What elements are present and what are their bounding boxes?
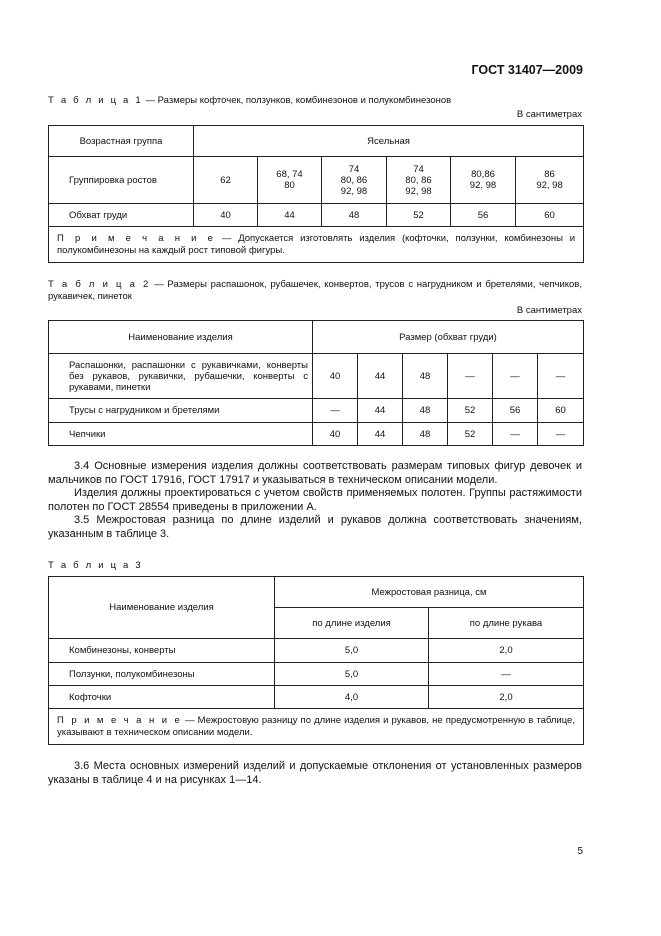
table2-header-name: Наименование изделия	[49, 321, 313, 354]
table-cell: 2,0	[429, 639, 584, 663]
table-cell: 40	[313, 423, 358, 446]
table1-caption	[48, 95, 451, 107]
row-label: Группировка ростов	[49, 157, 194, 204]
table-cell: 74 80, 86 92, 98	[387, 157, 451, 204]
table-cell: —	[429, 663, 584, 686]
paragraph-3-5: 3.5 Межростовая разница по длине изделий и рукавов должна соответствовать значениям, указанным в таблице 3.	[48, 514, 582, 540]
table-cell: 44	[358, 423, 403, 446]
paragraph-3-6: 3.6 Места основных измерений изделий и допускаемые отклонения от установленных размеров указаны в таблице 4 и на рисунках 1—14.	[48, 760, 582, 786]
table-note-row	[49, 227, 584, 263]
table-row	[49, 354, 584, 399]
document-id: ГОСТ 31407—2009	[471, 63, 583, 77]
table-cell: 56	[451, 204, 516, 227]
paragraph-materials: Изделия должны проектироваться с учетом свойств применяемых полотен. Группы растяжимости полотен по ГОСТ 28554 приведены в приложении А.	[48, 487, 582, 513]
note-label: П р и м е ч а н и е	[57, 233, 216, 244]
table-cell: 44	[358, 354, 403, 399]
table2	[48, 320, 584, 446]
table-row	[49, 686, 584, 709]
table-cell: 60	[516, 204, 584, 227]
table3-note	[49, 709, 584, 745]
table-cell: 68, 74 80	[258, 157, 322, 204]
table-cell: 52	[448, 399, 493, 423]
note-label: П р и м е ч а н и е	[57, 715, 182, 726]
note-text: — Межростовую разницу по длине изделия и рукавов, не предусмотренную в таблице, указывают в техническом описании модели.	[57, 715, 575, 738]
table-cell: 4,0	[275, 686, 429, 709]
table1-title: — Размеры кофточек, ползунков, комбинезонов и полукомбинезонов	[145, 95, 452, 106]
table3-header-name: Наименование изделия	[49, 577, 275, 639]
row-label: Распашонки, распашонки с рукавичками, конверты без рукавов, рукавички, рубашечки, конверты с рукавами, пинетки	[49, 354, 313, 399]
page-number: 5	[577, 846, 583, 857]
table-cell: 40	[313, 354, 358, 399]
table2-caption	[48, 279, 582, 303]
table1-label: Т а б л и ц а 1	[48, 95, 143, 106]
table2-unit: В сантиметрах	[516, 305, 582, 316]
table-cell: 52	[387, 204, 451, 227]
table-cell: 44	[358, 399, 403, 423]
table3-label: Т а б л и ц а 3	[48, 560, 143, 571]
table-cell: —	[493, 354, 538, 399]
table-cell: —	[538, 354, 584, 399]
table-cell: 48	[403, 354, 448, 399]
table-cell: 56	[493, 399, 538, 423]
table-cell: 74 80, 86 92, 98	[322, 157, 387, 204]
table-cell: 48	[322, 204, 387, 227]
table-row	[49, 157, 584, 204]
body-text-3-6	[48, 760, 582, 787]
table-cell: —	[538, 423, 584, 446]
row-label: Обхват груди	[49, 204, 194, 227]
row-label: Чепчики	[49, 423, 313, 446]
table2-header-size: Размер (обхват груди)	[313, 321, 584, 354]
table3-caption	[48, 560, 143, 572]
note-text: — Допускается изготовлять изделия (кофточки, ползунки, комбинезоны и полукомбинезоны на каждый рост типовой фигуры.	[57, 233, 576, 256]
table-cell: 86 92, 98	[516, 157, 584, 204]
table-row	[49, 639, 584, 663]
table1	[48, 125, 584, 263]
table-cell: 52	[448, 423, 493, 446]
table1-unit: В сантиметрах	[516, 109, 582, 120]
table-cell: 5,0	[275, 663, 429, 686]
table1-note	[49, 227, 584, 263]
table-row	[49, 399, 584, 423]
table-row	[49, 423, 584, 446]
table-cell: 2,0	[429, 686, 584, 709]
table-cell: 48	[403, 423, 448, 446]
row-label: Кофточки	[49, 686, 275, 709]
table-cell: —	[313, 399, 358, 423]
table-cell: 48	[403, 399, 448, 423]
row-label: Комбинезоны, конверты	[49, 639, 275, 663]
table3-header-sleeve: по длине рукава	[429, 608, 584, 639]
table1-age-group-value: Ясельная	[194, 126, 584, 157]
table-note-row	[49, 709, 584, 745]
paragraph-3-4: 3.4 Основные измерения изделия должны соответствовать размерам типовых фигур девочек и мальчиков по ГОСТ 17916, ГОСТ 17917 и указываться в техническом описании модели.	[48, 460, 582, 486]
table3-header-length: по длине изделия	[275, 608, 429, 639]
table-cell: 60	[538, 399, 584, 423]
table-cell: —	[493, 423, 538, 446]
table-cell: 44	[258, 204, 322, 227]
table-row	[49, 663, 584, 686]
table3	[48, 576, 584, 745]
row-label: Ползунки, полукомбинезоны	[49, 663, 275, 686]
table2-label: Т а б л и ц а 2	[48, 279, 151, 290]
table-row	[49, 204, 584, 227]
table3-header-group: Межростовая разница, см	[275, 577, 584, 608]
table-cell: 80,86 92, 98	[451, 157, 516, 204]
table-cell: 5,0	[275, 639, 429, 663]
table2-title: — Размеры распашонок, рубашечек, конвертов, трусов с нагрудником и бретелями, чепчиков, рукавичек, пинеток	[48, 279, 582, 302]
table-cell: —	[448, 354, 493, 399]
table-cell: 62	[194, 157, 258, 204]
body-text	[48, 460, 582, 541]
table1-age-group-label: Возрастная группа	[49, 126, 194, 157]
table-cell: 40	[194, 204, 258, 227]
row-label: Трусы с нагрудником и бретелями	[49, 399, 313, 423]
